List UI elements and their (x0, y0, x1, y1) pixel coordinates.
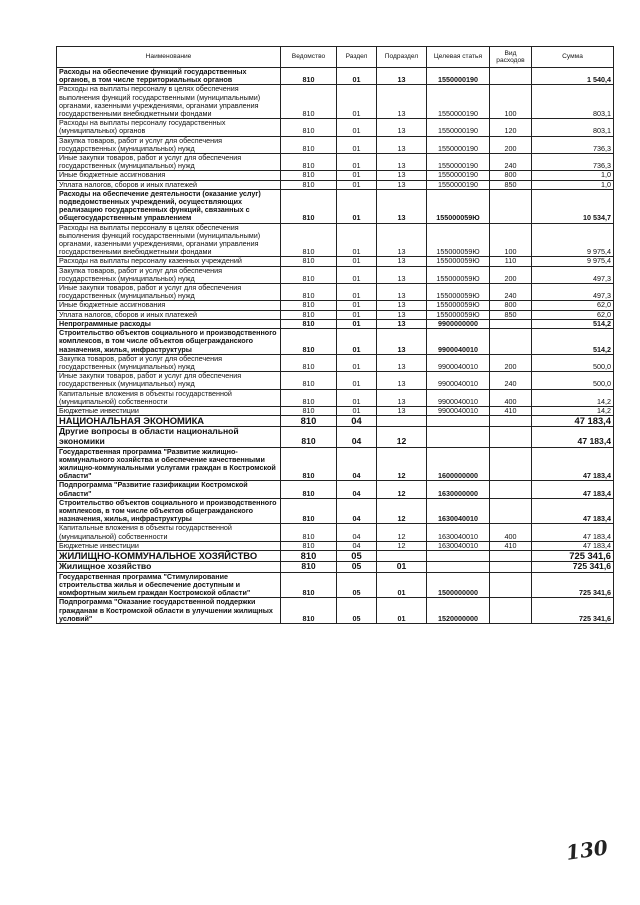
table-body (57, 68, 614, 624)
row-name: Иные бюджетные ассигнования (57, 171, 281, 180)
row-target-article: 9900040010 (427, 354, 490, 371)
row-department: 810 (281, 85, 337, 119)
row-department: 810 (281, 406, 337, 415)
table-row (57, 301, 614, 310)
row-subsection: 13 (377, 310, 427, 319)
row-amount: 514,2 (532, 329, 614, 355)
table-row (57, 223, 614, 257)
row-department: 810 (281, 329, 337, 355)
row-department: 810 (281, 266, 337, 283)
row-amount: 47 183,4 (532, 498, 614, 524)
row-subsection (377, 550, 427, 561)
table-row (57, 550, 614, 561)
row-subsection: 01 (377, 562, 427, 573)
row-target-article: 9900040010 (427, 329, 490, 355)
row-subsection: 13 (377, 154, 427, 171)
row-name: Иные закупки товаров, работ и услуг для обеспечения государственных (муниципальных) нужд (57, 154, 281, 171)
row-expense-type: 110 (490, 257, 532, 266)
row-target-article (427, 550, 490, 561)
row-expense-type: 410 (490, 406, 532, 415)
row-expense-type: 850 (490, 180, 532, 189)
row-name: Капитальные вложения в объекты государственной (муниципальной) собственности (57, 389, 281, 406)
row-department: 810 (281, 180, 337, 189)
row-department: 810 (281, 136, 337, 153)
row-amount: 725 341,6 (532, 572, 614, 598)
row-amount: 9 975,4 (532, 223, 614, 257)
row-expense-type: 400 (490, 389, 532, 406)
table-row (57, 481, 614, 498)
row-amount: 47 183,4 (532, 524, 614, 541)
row-subsection: 01 (377, 598, 427, 624)
row-department: 810 (281, 189, 337, 223)
table-row (57, 136, 614, 153)
row-expense-type (490, 189, 532, 223)
row-department: 810 (281, 416, 337, 427)
row-name: Закупка товаров, работ и услуг для обеспечения государственных (муниципальных) нужд (57, 266, 281, 283)
row-amount: 725 341,6 (532, 598, 614, 624)
table-row (57, 389, 614, 406)
row-subsection: 13 (377, 319, 427, 328)
row-target-article: 155000059Ю (427, 266, 490, 283)
row-target-article: 1520000000 (427, 598, 490, 624)
row-department: 810 (281, 562, 337, 573)
table-row (57, 498, 614, 524)
row-subsection: 13 (377, 372, 427, 389)
row-amount: 500,0 (532, 372, 614, 389)
row-target-article: 1550000190 (427, 68, 490, 85)
header-department: Ведомство (281, 47, 337, 68)
row-subsection: 12 (377, 498, 427, 524)
row-subsection: 13 (377, 354, 427, 371)
budget-table (56, 46, 614, 624)
table-row (57, 310, 614, 319)
row-department: 810 (281, 301, 337, 310)
row-section: 01 (337, 119, 377, 136)
row-department: 810 (281, 319, 337, 328)
row-target-article (427, 562, 490, 573)
header-amount: Сумма (532, 47, 614, 68)
table-row (57, 85, 614, 119)
row-section: 04 (337, 416, 377, 427)
table-row (57, 180, 614, 189)
row-section: 01 (337, 136, 377, 153)
row-name: Подпрограмма "Оказание государственной поддержки гражданам в Костромской области в улучшении жилищных условий" (57, 598, 281, 624)
row-section: 01 (337, 406, 377, 415)
table-row (57, 154, 614, 171)
row-expense-type: 800 (490, 171, 532, 180)
row-expense-type (490, 550, 532, 561)
budget-table-sheet (56, 46, 613, 624)
row-amount: 500,0 (532, 354, 614, 371)
row-section: 01 (337, 301, 377, 310)
row-department: 810 (281, 171, 337, 180)
row-amount: 803,1 (532, 85, 614, 119)
row-department: 810 (281, 427, 337, 447)
row-expense-type: 200 (490, 136, 532, 153)
row-name: НАЦИОНАЛЬНАЯ ЭКОНОМИКА (57, 416, 281, 427)
row-target-article: 1500000000 (427, 572, 490, 598)
row-amount: 9 975,4 (532, 257, 614, 266)
row-subsection: 12 (377, 541, 427, 550)
row-name: Расходы на выплаты персоналу государственных (муниципальных) органов (57, 119, 281, 136)
row-name: Расходы на выплаты персоналу в целях обеспечения выполнения функций государственными (муниципальными) органами, казенными учреждениями, органами управления государственными внебюджетными фондами (57, 223, 281, 257)
row-section: 01 (337, 85, 377, 119)
row-amount: 497,3 (532, 266, 614, 283)
row-name: Расходы на обеспечение функций государственных органов, в том числе территориальных органов (57, 68, 281, 85)
row-subsection: 12 (377, 447, 427, 481)
row-name: Расходы на выплаты персоналу казенных учреждений (57, 257, 281, 266)
table-row (57, 524, 614, 541)
row-subsection: 13 (377, 171, 427, 180)
row-subsection: 12 (377, 481, 427, 498)
row-section: 04 (337, 541, 377, 550)
row-section: 04 (337, 524, 377, 541)
row-target-article: 1550000190 (427, 180, 490, 189)
row-department: 810 (281, 154, 337, 171)
row-name: Строительство объектов социального и производственного комплексов, в том числе объектов общегражданского назначения, жилья, инфраструктуры (57, 498, 281, 524)
table-row (57, 119, 614, 136)
row-expense-type: 100 (490, 85, 532, 119)
row-amount: 47 183,4 (532, 541, 614, 550)
row-target-article: 9900040010 (427, 372, 490, 389)
row-name: Иные закупки товаров, работ и услуг для обеспечения государственных (муниципальных) нужд (57, 372, 281, 389)
row-section: 01 (337, 310, 377, 319)
row-expense-type: 400 (490, 524, 532, 541)
table-row (57, 598, 614, 624)
row-subsection: 13 (377, 136, 427, 153)
row-subsection: 13 (377, 223, 427, 257)
row-department: 810 (281, 68, 337, 85)
row-department: 810 (281, 284, 337, 301)
row-subsection: 13 (377, 68, 427, 85)
row-department: 810 (281, 372, 337, 389)
row-expense-type: 850 (490, 310, 532, 319)
row-name: Бюджетные инвестиции (57, 541, 281, 550)
table-row (57, 427, 614, 447)
row-name: Расходы на выплаты персоналу в целях обеспечения выполнения функций государственными (муниципальными) органами, казенными учреждениями, органами управления государственными внебюджетными фондами (57, 85, 281, 119)
header-expense-type: Вид расходов (490, 47, 532, 68)
row-subsection: 13 (377, 329, 427, 355)
row-target-article: 1600000000 (427, 447, 490, 481)
row-section: 04 (337, 498, 377, 524)
row-subsection: 13 (377, 119, 427, 136)
row-target-article: 1550000190 (427, 136, 490, 153)
row-section: 01 (337, 389, 377, 406)
row-expense-type: 240 (490, 284, 532, 301)
row-amount: 14,2 (532, 406, 614, 415)
row-amount: 10 534,7 (532, 189, 614, 223)
row-name: Другие вопросы в области национальной экономики (57, 427, 281, 447)
header-target-article: Целевая статья (427, 47, 490, 68)
table-row (57, 416, 614, 427)
row-name: ЖИЛИЩНО-КОММУНАЛЬНОЕ ХОЗЯЙСТВО (57, 550, 281, 561)
row-target-article: 9900000000 (427, 319, 490, 328)
row-target-article: 1630000000 (427, 481, 490, 498)
row-department: 810 (281, 498, 337, 524)
row-subsection: 12 (377, 427, 427, 447)
row-expense-type: 100 (490, 223, 532, 257)
row-target-article: 1630040010 (427, 524, 490, 541)
row-amount: 47 183,4 (532, 481, 614, 498)
row-department: 810 (281, 550, 337, 561)
row-department: 810 (281, 524, 337, 541)
row-department: 810 (281, 447, 337, 481)
row-section: 01 (337, 223, 377, 257)
row-amount: 803,1 (532, 119, 614, 136)
table-header-row (57, 47, 614, 68)
row-section: 01 (337, 354, 377, 371)
row-name: Подпрограмма "Развитие газификации Костромской области" (57, 481, 281, 498)
row-department: 810 (281, 119, 337, 136)
row-name: Капитальные вложения в объекты государственной (муниципальной) собственности (57, 524, 281, 541)
row-amount: 14,2 (532, 389, 614, 406)
row-section: 05 (337, 562, 377, 573)
header-name: Наименование (57, 47, 281, 68)
row-subsection: 13 (377, 266, 427, 283)
row-subsection: 13 (377, 180, 427, 189)
row-name: Государственная программа "Развитие жилищно-коммунального хозяйства и обеспечение качественными жилищно-коммунальными услугами граждан в Костромской области" (57, 447, 281, 481)
row-amount: 62,0 (532, 310, 614, 319)
row-name: Непрограммные расходы (57, 319, 281, 328)
row-subsection: 13 (377, 85, 427, 119)
row-amount: 62,0 (532, 301, 614, 310)
row-section: 01 (337, 68, 377, 85)
row-amount: 725 341,6 (532, 562, 614, 573)
row-name: Жилищное хозяйство (57, 562, 281, 573)
row-department: 810 (281, 541, 337, 550)
header-subsection: Подраздел (377, 47, 427, 68)
row-department: 810 (281, 223, 337, 257)
row-target-article: 155000059Ю (427, 301, 490, 310)
row-target-article: 1630040010 (427, 541, 490, 550)
row-section: 04 (337, 447, 377, 481)
row-name: Бюджетные инвестиции (57, 406, 281, 415)
row-department: 810 (281, 354, 337, 371)
row-expense-type: 200 (490, 354, 532, 371)
table-row (57, 284, 614, 301)
row-name: Уплата налогов, сборов и иных платежей (57, 310, 281, 319)
table-row (57, 562, 614, 573)
row-amount: 47 183,4 (532, 416, 614, 427)
table-row (57, 266, 614, 283)
row-subsection (377, 416, 427, 427)
row-section: 04 (337, 481, 377, 498)
row-subsection: 13 (377, 406, 427, 415)
row-expense-type: 200 (490, 266, 532, 283)
row-expense-type: 240 (490, 372, 532, 389)
row-subsection: 13 (377, 389, 427, 406)
row-section: 01 (337, 257, 377, 266)
row-section: 04 (337, 427, 377, 447)
row-amount: 1 540,4 (532, 68, 614, 85)
row-department: 810 (281, 257, 337, 266)
row-expense-type: 800 (490, 301, 532, 310)
table-row (57, 68, 614, 85)
row-subsection: 13 (377, 257, 427, 266)
row-expense-type (490, 427, 532, 447)
row-name: Строительство объектов социального и производственного комплексов, в том числе объектов общегражданского назначения, жилья, инфраструктуры (57, 329, 281, 355)
row-target-article: 1550000190 (427, 85, 490, 119)
row-department: 810 (281, 310, 337, 319)
row-subsection: 13 (377, 189, 427, 223)
row-expense-type (490, 416, 532, 427)
row-department: 810 (281, 572, 337, 598)
table-row (57, 329, 614, 355)
row-target-article: 155000059Ю (427, 189, 490, 223)
row-department: 810 (281, 481, 337, 498)
row-target-article: 1550000190 (427, 171, 490, 180)
table-row (57, 572, 614, 598)
row-amount: 725 341,6 (532, 550, 614, 561)
row-amount: 1,0 (532, 180, 614, 189)
page-number: 130 (564, 835, 610, 865)
row-section: 01 (337, 284, 377, 301)
row-subsection: 12 (377, 524, 427, 541)
row-section: 01 (337, 266, 377, 283)
row-section: 05 (337, 572, 377, 598)
row-target-article: 155000059Ю (427, 284, 490, 301)
row-expense-type (490, 562, 532, 573)
row-name: Уплата налогов, сборов и иных платежей (57, 180, 281, 189)
row-name: Расходы на обеспечение деятельности (оказание услуг) подведомственных учреждений, осуществляющих реализацию государственных функций, связанных с общегосударственным управлением (57, 189, 281, 223)
row-subsection: 13 (377, 284, 427, 301)
row-target-article: 155000059Ю (427, 223, 490, 257)
row-section: 01 (337, 189, 377, 223)
row-section: 01 (337, 180, 377, 189)
row-section: 05 (337, 598, 377, 624)
row-department: 810 (281, 389, 337, 406)
row-section: 01 (337, 171, 377, 180)
row-section: 01 (337, 372, 377, 389)
row-expense-type (490, 598, 532, 624)
row-expense-type: 240 (490, 154, 532, 171)
row-name: Иные бюджетные ассигнования (57, 301, 281, 310)
row-amount: 47 183,4 (532, 427, 614, 447)
row-section: 01 (337, 329, 377, 355)
row-amount: 736,3 (532, 136, 614, 153)
row-expense-type (490, 447, 532, 481)
row-section: 01 (337, 319, 377, 328)
row-target-article (427, 416, 490, 427)
table-row (57, 257, 614, 266)
row-department: 810 (281, 598, 337, 624)
row-expense-type (490, 329, 532, 355)
table-row (57, 189, 614, 223)
row-name: Государственная программа "Стимулирование строительства жилья и обеспечение доступным и комфортным жильем граждан Костромской области" (57, 572, 281, 598)
row-name: Закупка товаров, работ и услуг для обеспечения государственных (муниципальных) нужд (57, 354, 281, 371)
row-target-article: 9900040010 (427, 389, 490, 406)
row-expense-type (490, 572, 532, 598)
row-amount: 736,3 (532, 154, 614, 171)
row-target-article: 1630040010 (427, 498, 490, 524)
row-subsection: 01 (377, 572, 427, 598)
row-amount: 1,0 (532, 171, 614, 180)
row-amount: 497,3 (532, 284, 614, 301)
table-row (57, 171, 614, 180)
row-target-article: 155000059Ю (427, 257, 490, 266)
table-row (57, 447, 614, 481)
header-section: Раздел (337, 47, 377, 68)
row-expense-type: 410 (490, 541, 532, 550)
row-amount: 514,2 (532, 319, 614, 328)
table-row (57, 372, 614, 389)
row-name: Закупка товаров, работ и услуг для обеспечения государственных (муниципальных) нужд (57, 136, 281, 153)
row-section: 05 (337, 550, 377, 561)
row-expense-type (490, 68, 532, 85)
row-amount: 47 183,4 (532, 447, 614, 481)
row-expense-type (490, 498, 532, 524)
row-target-article: 1550000190 (427, 154, 490, 171)
row-target-article: 9900040010 (427, 406, 490, 415)
table-row (57, 354, 614, 371)
row-expense-type: 120 (490, 119, 532, 136)
row-target-article: 1550000190 (427, 119, 490, 136)
row-section: 01 (337, 154, 377, 171)
row-subsection: 13 (377, 301, 427, 310)
row-expense-type (490, 319, 532, 328)
row-expense-type (490, 481, 532, 498)
row-name: Иные закупки товаров, работ и услуг для обеспечения государственных (муниципальных) нужд (57, 284, 281, 301)
row-target-article (427, 427, 490, 447)
row-target-article: 155000059Ю (427, 310, 490, 319)
